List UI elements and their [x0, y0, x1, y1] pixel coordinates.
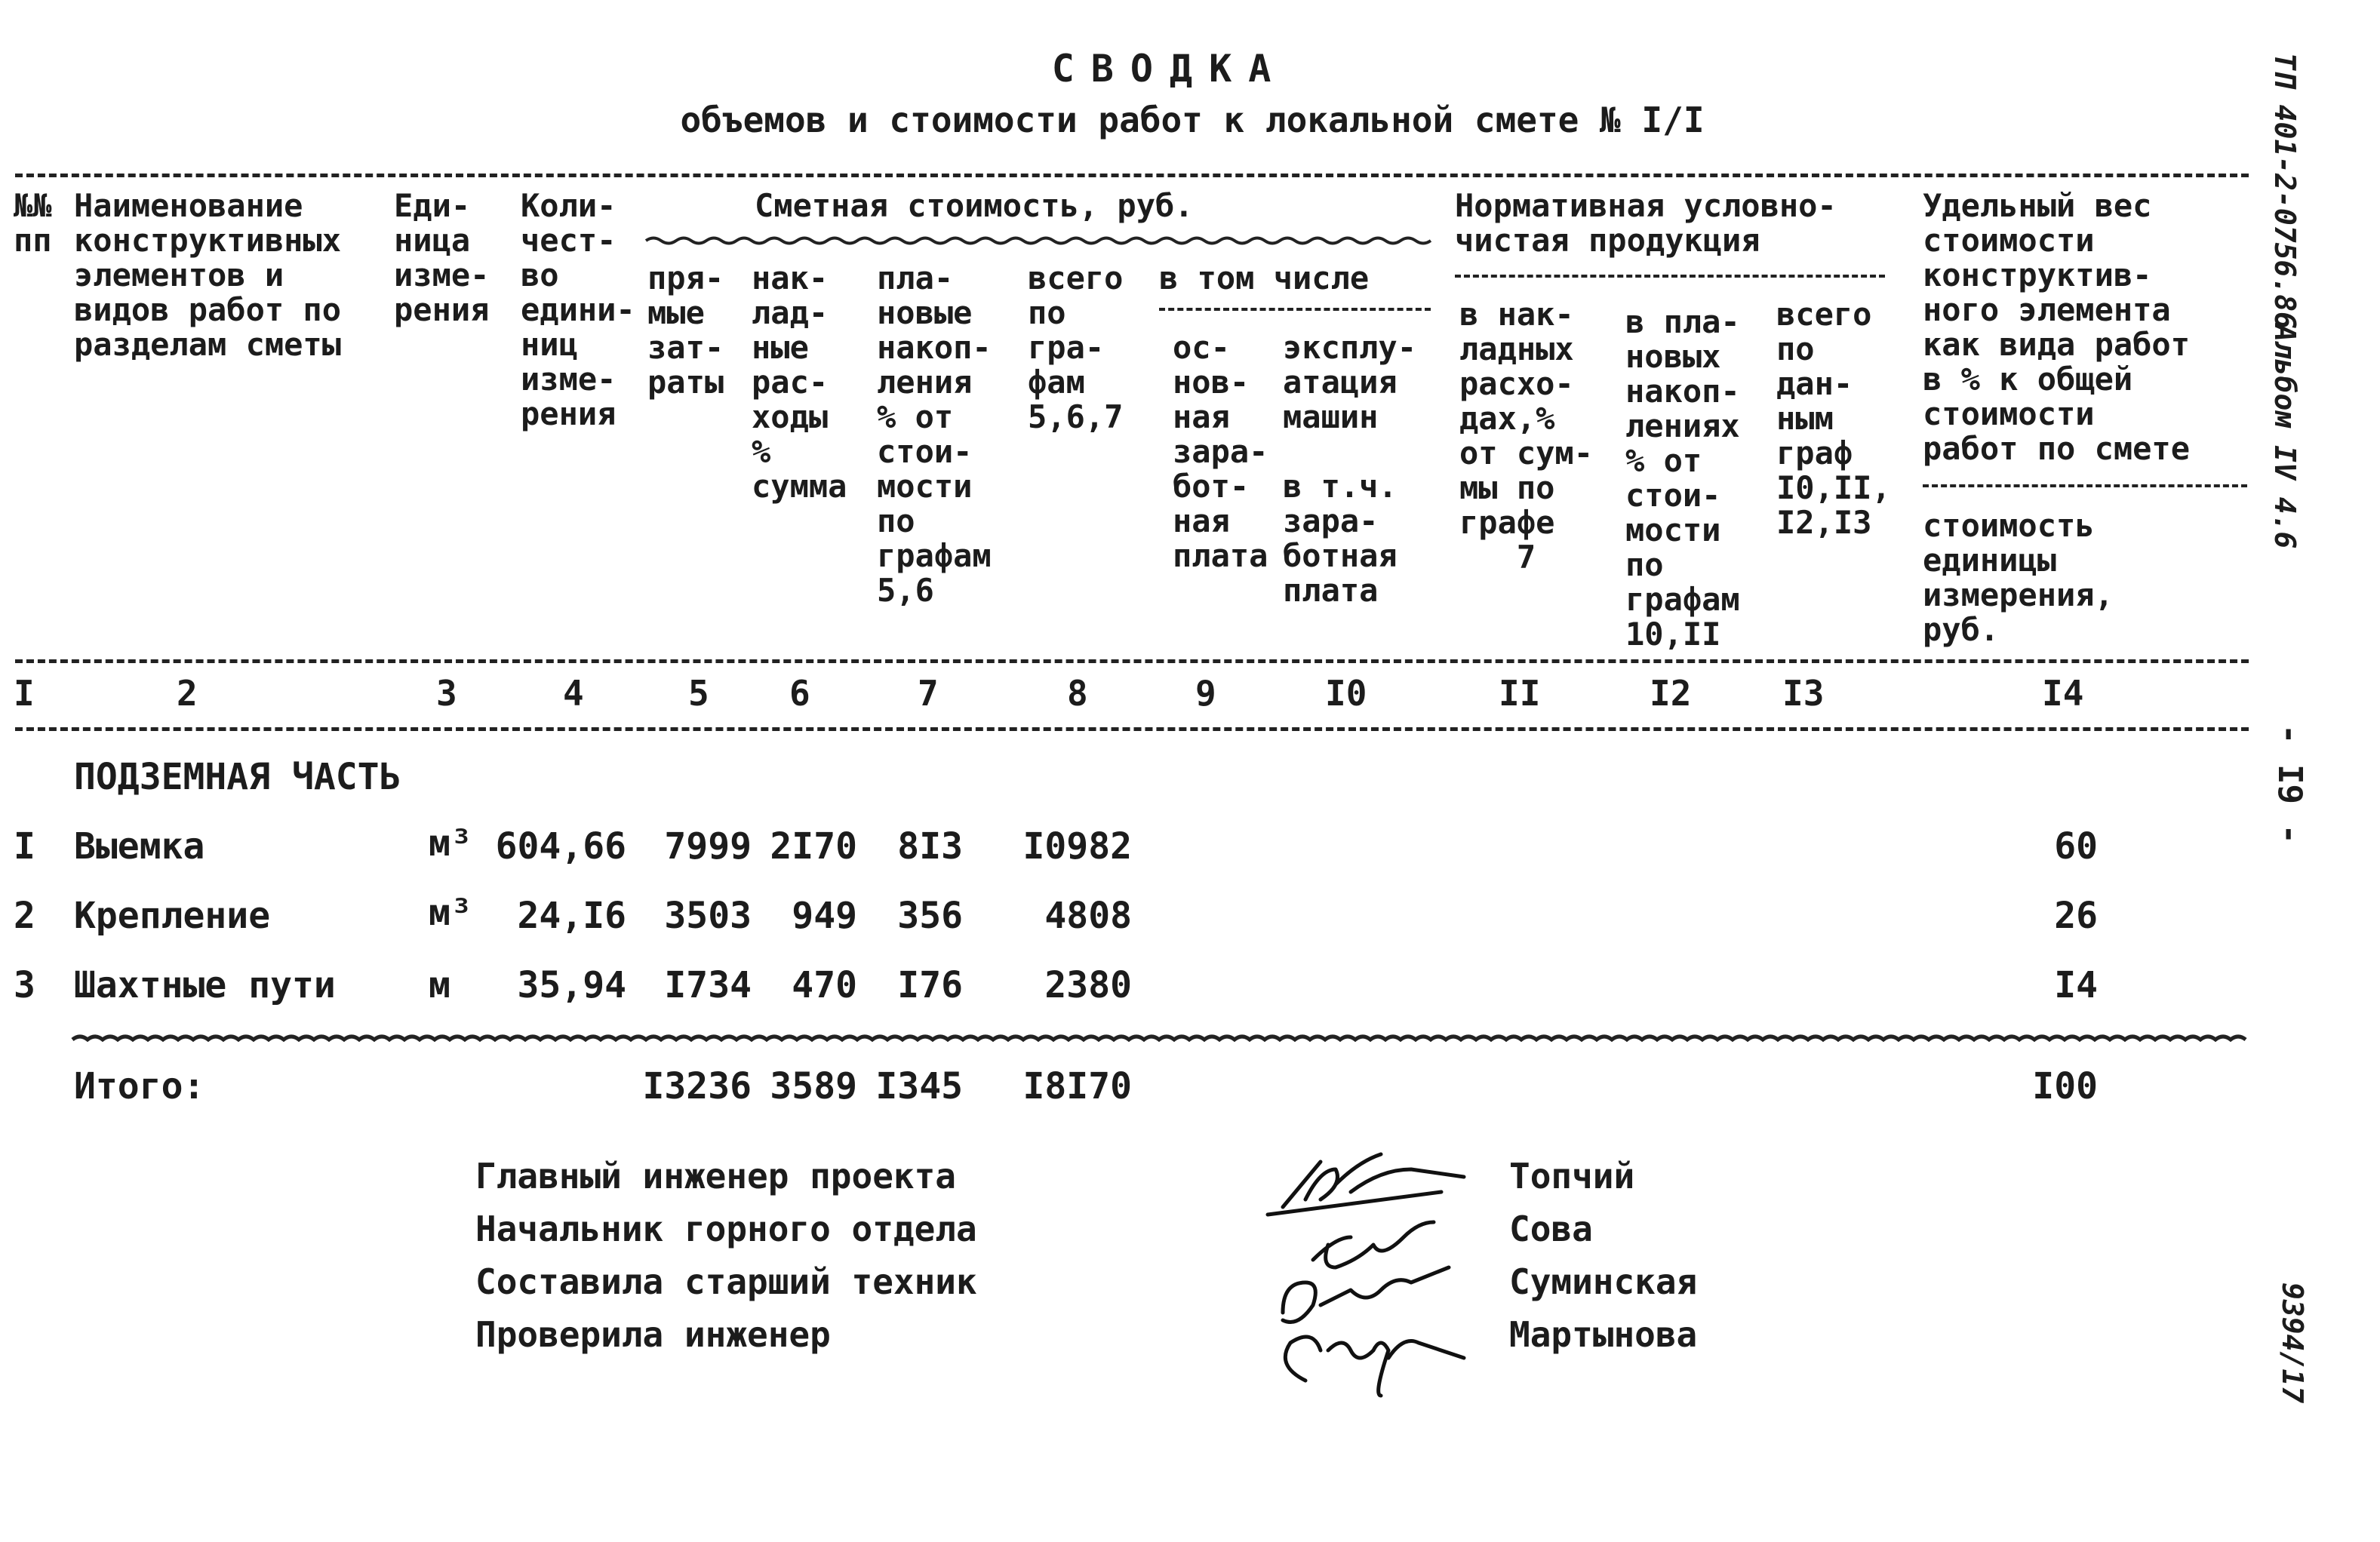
- column-numbers-top-rule: [15, 659, 2249, 663]
- totals-wavy-rule: [72, 1034, 2246, 1046]
- col-number: I2: [1650, 673, 1692, 714]
- header-group-normative: Нормативная условно- чистая продукция: [1455, 187, 1837, 259]
- header-share-rule: [1923, 484, 2247, 487]
- signature-name: Суминская: [1509, 1261, 1698, 1302]
- totals-planned: I345: [875, 1065, 963, 1107]
- signature-role: Начальник горного отдела: [475, 1209, 977, 1249]
- header-group-cost: Сметная стоимость, руб.: [755, 187, 1194, 224]
- row-direct: 7999: [664, 825, 752, 868]
- row-planned: I76: [897, 964, 963, 1006]
- row-number: I: [14, 825, 35, 868]
- row-total: I0982: [1022, 825, 1132, 868]
- totals-direct: I3236: [642, 1065, 752, 1107]
- col-number: I4: [2042, 673, 2084, 714]
- signature-role: Составила старший техник: [475, 1261, 977, 1302]
- col-number: 4: [563, 673, 584, 714]
- col-number: 7: [918, 673, 939, 714]
- row-overhead: 470: [792, 964, 857, 1006]
- header-col-unit: Еди- ница изме- рения: [394, 187, 490, 328]
- totals-overhead: 3589: [770, 1065, 857, 1107]
- margin-album: Альбом IV 4.6: [2268, 324, 2302, 549]
- margin-archive-code: 9394/17: [2276, 1282, 2309, 1404]
- row-share: 60: [2054, 825, 2098, 868]
- totals-share: I00: [2032, 1065, 2098, 1107]
- row-unit: м: [429, 964, 450, 1006]
- header-col-wages: ос- нов- ная зара- бот- ная плата: [1173, 329, 1268, 574]
- document-title: СВОДКА: [1051, 47, 1288, 91]
- row-direct: I734: [664, 964, 752, 1006]
- header-col-norm-planned: в пла- новых накоп- лениях % от стои- мости по графам 10,II: [1625, 303, 1740, 653]
- col-number: I: [14, 673, 35, 714]
- row-total: 2380: [1044, 964, 1132, 1006]
- totals-label: Итого:: [74, 1065, 205, 1107]
- row-overhead: 949: [792, 895, 857, 937]
- signature-role: Главный инженер проекта: [475, 1156, 956, 1196]
- col-number: 2: [177, 673, 198, 714]
- row-qty: 604,66: [495, 825, 626, 868]
- header-group-including: в том числе: [1159, 260, 1370, 296]
- col-number: 3: [436, 673, 457, 714]
- row-overhead: 2I70: [770, 825, 857, 868]
- row-qty: 24,I6: [517, 895, 626, 937]
- header-including-rule: [1159, 308, 1431, 311]
- header-col-planned: пла- новые накоп- ления % от стои- мости по графам 5,6: [877, 260, 992, 609]
- row-share: 26: [2054, 895, 2098, 937]
- document-subtitle: объемов и стоимости работ к локальной смете № I/I: [680, 100, 1705, 140]
- row-qty: 35,94: [517, 964, 626, 1006]
- signature-role: Проверила инженер: [475, 1314, 831, 1355]
- row-direct: 3503: [664, 895, 752, 937]
- header-normative-rule: [1455, 275, 1885, 278]
- header-col-num: №№ пп: [14, 187, 52, 259]
- margin-page-number: - I9 -: [2271, 724, 2309, 844]
- row-name: Выемка: [74, 825, 205, 868]
- row-unit: м³: [429, 822, 472, 865]
- row-share: I4: [2054, 964, 2098, 1006]
- header-col-direct: пря- мые зат- раты: [647, 260, 724, 401]
- header-col-share: Удельный вес стоимости конструктив- ного элемента как вида работ в % к общей стоимости работ по смете: [1923, 187, 2191, 467]
- row-planned: 356: [897, 895, 963, 937]
- row-number: 2: [14, 895, 35, 937]
- row-total: 4808: [1044, 895, 1132, 937]
- header-col-name: Наименование конструктивных элементов и видов работ по разделам сметы: [74, 187, 342, 363]
- header-top-rule: [15, 174, 2249, 177]
- signature-name: Сова: [1509, 1209, 1593, 1249]
- header-col-unit-cost: стоимость единицы измерения, руб.: [1923, 507, 2114, 648]
- header-col-overhead: нак- лад- ные рас- ходы % сумма: [752, 260, 847, 505]
- totals-total: I8I70: [1022, 1065, 1132, 1107]
- column-numbers-bottom-rule: [15, 727, 2249, 731]
- col-number: 6: [789, 673, 810, 714]
- col-number: I3: [1782, 673, 1825, 714]
- header-col-total: всего по гра- фам 5,6,7: [1028, 260, 1124, 435]
- row-name: Шахтные пути: [74, 964, 336, 1006]
- margin-project-code: ТП 401-2-0756.86: [2268, 53, 2302, 330]
- col-number: I0: [1325, 673, 1367, 714]
- row-number: 3: [14, 964, 35, 1006]
- row-planned: 8I3: [897, 825, 963, 868]
- header-col-norm-total: всего по дан- ным граф I0,II, I2,I3: [1776, 296, 1891, 541]
- header-col-qty: Коли- чест- во едини- ниц изме- рения: [521, 187, 635, 432]
- handwritten-signatures: [1238, 1132, 1494, 1403]
- col-number: II: [1499, 673, 1541, 714]
- signature-name: Топчий: [1509, 1156, 1635, 1196]
- header-col-norm-overhead: в нак- ладных расхо- дах,% от сум- мы по графе 7: [1459, 296, 1594, 576]
- col-number: 5: [688, 673, 709, 714]
- header-cost-wavy-rule: [646, 235, 1438, 246]
- col-number: 8: [1067, 673, 1088, 714]
- col-number: 9: [1195, 673, 1216, 714]
- row-unit: м³: [429, 892, 472, 934]
- signature-name: Мартынова: [1509, 1314, 1698, 1355]
- header-col-machines: эксплу- атация машин в т.ч. зара- ботная плата: [1283, 329, 1417, 609]
- row-name: Крепление: [74, 895, 271, 937]
- section-heading: ПОДЗЕМНАЯ ЧАСТЬ: [74, 756, 401, 798]
